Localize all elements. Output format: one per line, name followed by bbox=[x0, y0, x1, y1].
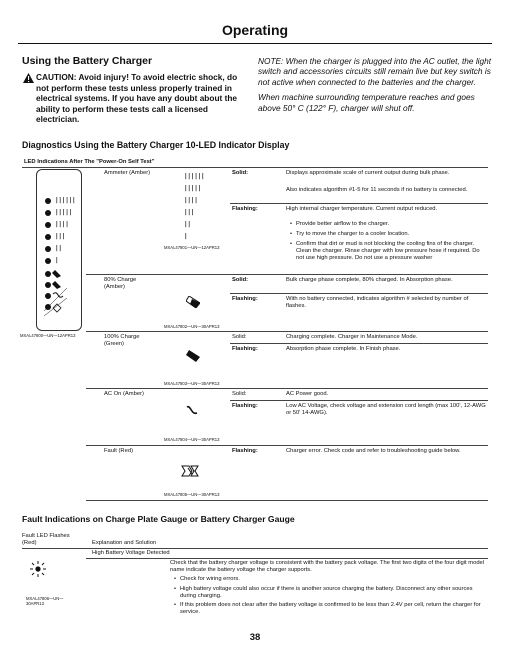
state-label: Solid: bbox=[232, 391, 247, 397]
led-bars-icon: ||| bbox=[55, 233, 66, 240]
row-label-ammeter: Ammeter (Amber) bbox=[104, 170, 151, 176]
fault-col2-header: Explanation and Solution bbox=[92, 540, 157, 546]
state-label: Flashing: bbox=[232, 296, 258, 302]
state-desc: Absorption phase complete. In Finish phase. bbox=[286, 346, 401, 352]
bullet-item: • Confirm that dirt or mud is not blocking the cooling fins of the charger. Clean the charger. Rinse charger with low pressure hose if required. Do not use high pressure. Do not use a pressure washer bbox=[296, 241, 488, 263]
led-status-icons bbox=[41, 268, 71, 324]
ammeter-bars-icon: | bbox=[184, 233, 188, 240]
state-desc: High internal charger temperature. Current output reduced. bbox=[286, 206, 438, 212]
row-label-ac-on: AC On (Amber) bbox=[104, 391, 144, 397]
led-dot bbox=[45, 210, 51, 216]
ammeter-bars-icon: |||| bbox=[184, 197, 198, 204]
table-bottom-rule bbox=[86, 500, 488, 501]
ammeter-bars-icon: || bbox=[184, 221, 191, 228]
state-rule bbox=[230, 203, 488, 204]
state-desc: Also indicates algorithm #1-5 for 11 seconds if no battery is connected. bbox=[286, 187, 468, 193]
fault-plug-icon bbox=[180, 464, 200, 478]
fault-bullet: • Check for wiring errors. bbox=[180, 576, 488, 583]
section-heading-charger: Using the Battery Charger bbox=[22, 55, 153, 67]
row-rule bbox=[86, 331, 488, 332]
state-desc: Bulk charge phase complete, 80% charged. In Absorption phase. bbox=[286, 277, 453, 283]
table-top-rule bbox=[22, 167, 488, 168]
led-bars-icon: |||| bbox=[55, 221, 69, 228]
state-label: Solid: bbox=[232, 334, 247, 340]
bullet-item: • Try to move the charger to a cooler location. bbox=[296, 231, 488, 238]
table-subheading: LED Indications After The "Power-On Self Test" bbox=[24, 159, 155, 165]
state-desc: Charger error. Check code and refer to troubleshooting guide below. bbox=[286, 448, 461, 454]
row-label-80: 80% Charge (Amber) bbox=[104, 277, 137, 291]
fault-title: High Battery Voltage Detected bbox=[92, 550, 170, 556]
battery-partial-icon bbox=[186, 296, 200, 308]
led-dot bbox=[45, 246, 51, 252]
row-caption: MXAL47801—UN—12APR13 bbox=[164, 245, 220, 250]
state-label: Solid: bbox=[232, 277, 249, 283]
row-rule bbox=[86, 388, 488, 389]
diagnostics-heading: Diagnostics Using the Battery Charger 10-LED Indicator Display bbox=[22, 140, 290, 150]
battery-full-icon bbox=[186, 350, 200, 362]
led-dot bbox=[45, 258, 51, 264]
state-desc: Displays approximate scale of current output during bulk phase. bbox=[286, 170, 450, 176]
led-dot bbox=[45, 198, 51, 204]
state-label: Flashing: bbox=[232, 448, 258, 454]
state-rule bbox=[230, 343, 488, 344]
state-label: Flashing: bbox=[232, 346, 258, 352]
row-caption: MXAL47804—UN—30APR13 bbox=[164, 437, 220, 442]
fault-heading: Fault Indications on Charge Plate Gauge or Battery Charger Gauge bbox=[22, 514, 295, 524]
fault-title-rule bbox=[86, 558, 488, 559]
led-bars-icon: | bbox=[55, 257, 59, 264]
state-rule bbox=[230, 400, 488, 401]
page-header-title: Operating bbox=[221, 22, 289, 38]
fault-col1-header: Fault LED Flashes (Red) bbox=[22, 533, 70, 547]
row-label-100: 100% Charge (Green) bbox=[104, 334, 140, 348]
fault-caption: MXAL47806—UN—30APR13 bbox=[26, 596, 64, 606]
row-rule bbox=[86, 445, 488, 446]
led-bars-icon: |||||| bbox=[55, 197, 76, 204]
state-rule bbox=[230, 293, 488, 294]
led-bars-icon: ||||| bbox=[55, 209, 73, 216]
bullet-item: • Provide better airflow to the charger. bbox=[296, 221, 488, 228]
row-caption: MXAL47803—UN—30APR13 bbox=[164, 381, 220, 386]
state-desc: With no battery connected, indicates algorithm # selected by number of flashes. bbox=[286, 296, 469, 310]
header-rule bbox=[18, 43, 492, 44]
led-dot bbox=[45, 234, 51, 240]
row-caption: MXAL47802—UN—30APR13 bbox=[164, 324, 220, 329]
ammeter-bars-icon: ||||| bbox=[184, 185, 202, 192]
panel-caption: MXAL47800—UN—12APR13 bbox=[20, 333, 76, 338]
state-desc: AC Power good. bbox=[286, 391, 329, 397]
state-label: Flashing: bbox=[232, 206, 258, 212]
state-desc: Charging complete. Charger in Maintenance Mode. bbox=[286, 334, 418, 340]
note-text-2: When machine surrounding temperature reaches and goes above 50° C (122° F), charger will shut off. bbox=[258, 92, 475, 113]
state-desc: Low AC Voltage, check voltage and extension cord length (max 100', 12-AWG or 50' 14-AWG). bbox=[286, 403, 486, 417]
note-text-1: NOTE: When the charger is plugged into the AC outlet, the light switch and accessories circuits still remain live but key switch is not active when connected to the batteries and the charger. bbox=[258, 56, 492, 87]
fault-desc: Check that the battery charger voltage is consistent with the battery pack voltage. The first two digits of the four digit model name indicate the battery voltage the charger supports. bbox=[170, 560, 485, 574]
ac-wave-icon bbox=[186, 405, 198, 415]
fault-header-rule bbox=[22, 548, 488, 549]
page-number: 38 bbox=[249, 632, 261, 643]
ammeter-bars-icon: ||| bbox=[184, 209, 195, 216]
led-dot bbox=[45, 222, 51, 228]
fault-led-icon bbox=[30, 561, 46, 577]
row-caption: MXAL47805—UN—30APR13 bbox=[164, 492, 220, 497]
state-label: Flashing: bbox=[232, 403, 258, 409]
ammeter-bars-icon: |||||| bbox=[184, 173, 205, 180]
row-label-fault: Fault (Red) bbox=[104, 448, 133, 454]
caution-text bbox=[22, 72, 246, 125]
fault-bullet: • If this problem does not clear after the battery voltage is confirmed to be less than 2.4V per cell, return the charger for service. bbox=[180, 602, 488, 616]
led-panel-illustration bbox=[36, 169, 82, 331]
led-bars-icon: || bbox=[55, 245, 62, 252]
state-label: Solid: bbox=[232, 170, 249, 176]
caution-body: CAUTION: Avoid injury! To avoid electric shock, do not perform these tests unless properly trained in electrical systems. If you have any doubt about the ability to perform these tests call a licensed electrician. bbox=[36, 72, 238, 125]
note-block bbox=[258, 56, 498, 113]
row-rule bbox=[86, 274, 488, 275]
fault-bullet: • High battery voltage could also occur if there is another source charging the battery. Disconnect any other sources during charging. bbox=[180, 586, 488, 600]
